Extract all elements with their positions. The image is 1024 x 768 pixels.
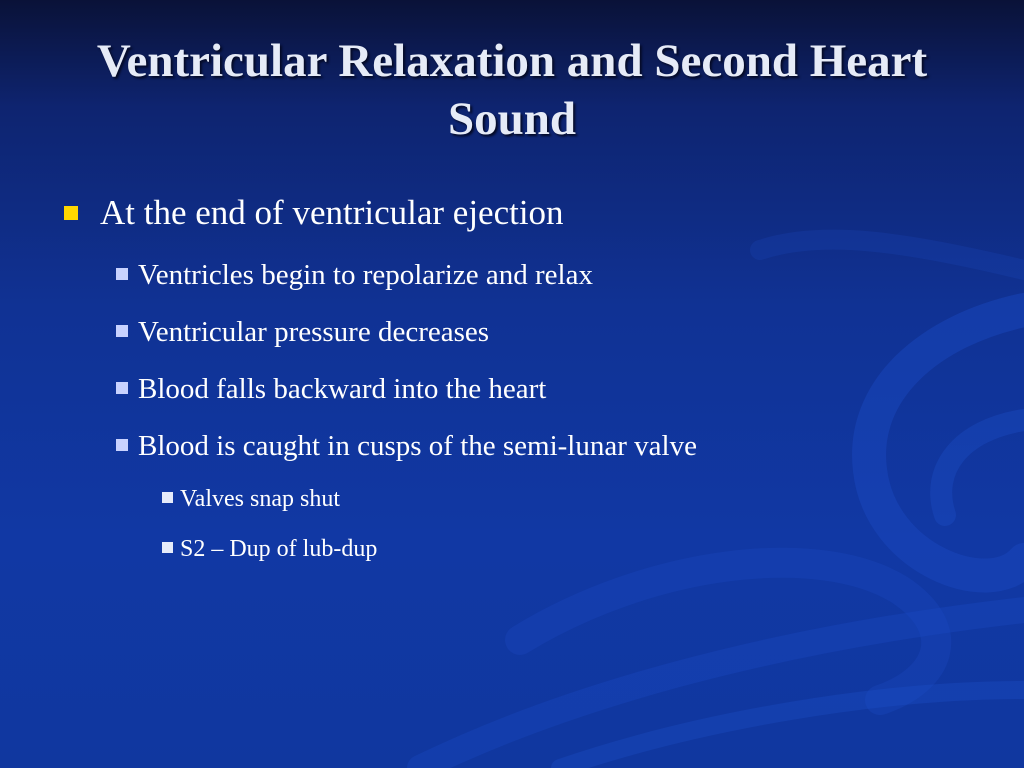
square-bullet-icon	[116, 439, 128, 451]
square-bullet-icon	[162, 492, 173, 503]
slide-title: Ventricular Relaxation and Second Heart Sound	[96, 35, 928, 145]
square-bullet-icon	[162, 542, 173, 553]
bullet-text: Ventricular pressure decreases	[138, 316, 490, 348]
bullet-item	[116, 314, 489, 350]
bullet-item	[116, 257, 593, 293]
bullet-item	[162, 534, 377, 564]
square-bullet-icon	[116, 268, 128, 280]
bullet-text: At the end of ventricular ejection	[100, 193, 564, 232]
bullet-text: Valves snap shut	[180, 486, 340, 512]
square-bullet-icon	[64, 206, 78, 220]
bullet-item	[116, 428, 697, 464]
square-bullet-icon	[116, 325, 128, 337]
bullet-item	[162, 484, 340, 514]
bullet-text: Ventricles begin to repolarize and relax	[138, 259, 593, 291]
square-bullet-icon	[116, 382, 128, 394]
bullet-text: Blood falls backward into the heart	[138, 373, 547, 405]
bullet-item	[64, 192, 564, 234]
bullet-text: Blood is caught in cusps of the semi-lunar valve	[138, 430, 697, 462]
bullet-text: S2 – Dup of lub-dup	[180, 536, 378, 562]
bullet-item	[116, 371, 546, 407]
